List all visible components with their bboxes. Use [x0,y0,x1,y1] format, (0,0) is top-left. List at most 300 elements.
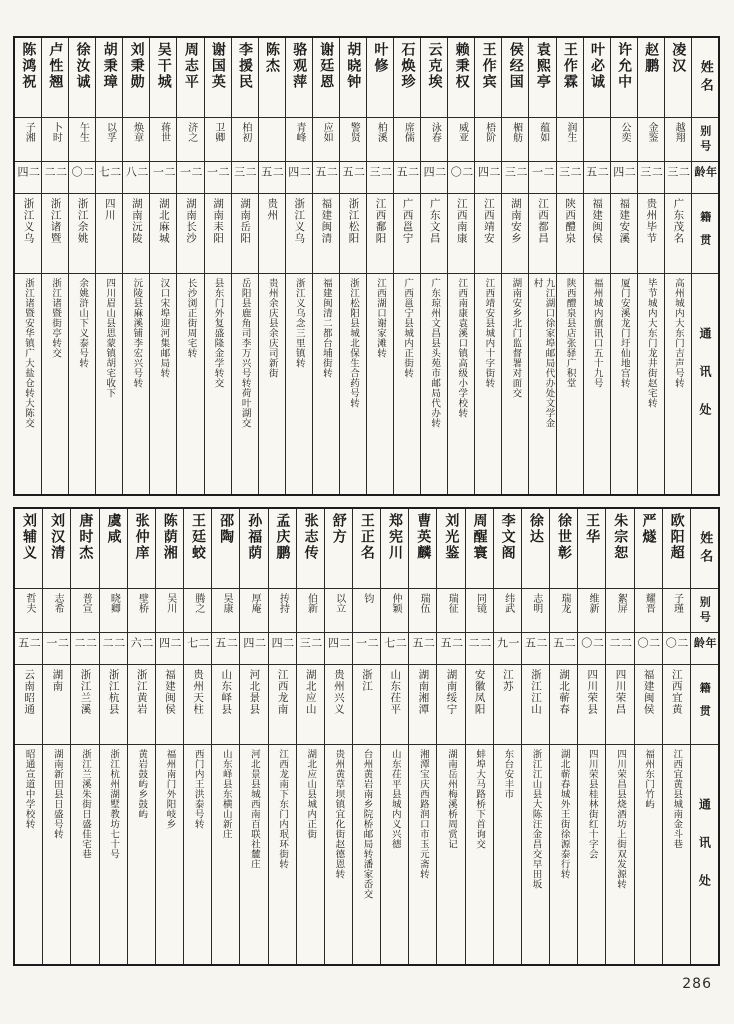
person-column [521,509,549,964]
person-alias-text: 伯新 [305,593,317,613]
person-address-text: 黄岩鼓屿乡鼓屿 [136,749,148,819]
person-alias-cell [437,589,464,633]
person-alias-cell [297,589,324,633]
person-name-cell [43,509,70,589]
person-column [41,38,68,494]
person-address-text: 浙江江山县大陈汪金昌交早田坂 [530,749,542,889]
person-name-cell [638,38,664,118]
person-address-text: 长沙浏正街周宅转 [185,278,197,358]
person-address-cell [269,745,296,964]
person-age-cell [150,162,176,194]
person-name-text: 李文阁 [499,513,516,561]
person-native-text: 江西龙南 [276,669,289,715]
person-name-text: 严燧 [640,513,657,545]
person-native-cell [394,194,420,274]
person-age-cell [475,162,501,194]
person-alias-cell [353,589,380,633]
person-native-cell [353,665,380,745]
person-address-text: 贵州黄草坝镇宜化街赵德恩转 [333,749,345,879]
person-address-text: 浙江兰溪朱街日盛佳宅巷 [79,749,91,859]
person-alias-cell [494,589,521,633]
person-address-cell [232,274,258,494]
person-age-cell [325,633,352,665]
header-name-label: 姓名 [697,59,713,96]
person-name-cell [15,509,42,589]
person-column [127,509,155,964]
person-alias-cell [394,118,420,162]
person-address-cell [325,745,352,964]
person-name-cell [325,509,352,589]
person-native-cell [286,194,312,274]
person-name-cell [15,38,41,118]
person-column [42,509,70,964]
person-alias-text: 瑞龙 [558,593,570,613]
person-name-text: 云克埃 [426,42,443,90]
person-age-cell [663,633,690,665]
person-alias-text: 絮屏 [615,593,627,613]
person-name-cell [557,38,583,118]
person-address-text: 浙江诸暨街亭转交 [50,278,62,358]
person-name-text: 周志平 [182,42,199,90]
person-native-cell [665,194,691,274]
person-alias-text: 蕴如 [537,122,549,142]
person-alias-text: 普宣 [80,593,92,613]
header-address-label: 通讯处 [697,797,712,912]
person-name-text: 陈鸿祝 [20,42,37,90]
person-column [183,509,211,964]
person-native-cell [522,665,549,745]
person-name-cell [381,509,408,589]
person-name-text: 刘秉勋 [128,42,145,90]
person-column [15,509,42,964]
person-name-text: 石焕珍 [399,42,416,90]
person-age-text: 二四 [611,166,637,179]
person-name-cell [42,38,68,118]
person-address-cell [611,274,637,494]
person-age-cell [42,162,68,194]
person-name-cell [635,509,662,589]
person-address-cell [475,274,501,494]
person-alias-cell [638,118,664,162]
person-native-text: 江西靖安 [482,198,495,244]
person-age-text: 二一 [178,166,204,179]
person-native-cell [606,665,633,745]
person-alias-cell [269,589,296,633]
person-column [204,38,231,494]
person-age-cell [96,162,122,194]
person-native-text: 浙江江山 [529,669,542,715]
person-column [610,38,637,494]
person-native-cell [150,194,176,274]
person-address-cell [584,274,610,494]
person-alias-cell [286,118,312,162]
person-alias-text: 钧 [361,593,373,603]
person-age-text: 二〇 [579,637,605,650]
person-alias-cell [150,118,176,162]
person-address-text: 山东茌平县城内义兴德 [389,749,401,849]
person-alias-text: 威亚 [456,122,468,142]
person-address-cell [297,745,324,964]
header-alias-cell [691,589,718,633]
person-age-cell [550,633,577,665]
person-name-text: 赵鹏 [643,42,660,74]
person-native-text: 福建闽侯 [591,198,604,244]
person-address-text: 浙江松阳县城北保生合药号转 [347,278,359,408]
person-address-cell [96,274,122,494]
person-native-cell [100,665,127,745]
person-column [312,38,339,494]
person-native-text: 四川荣昌 [614,669,627,715]
person-native-text: 贵州 [266,198,279,221]
person-age-text: 二五 [551,637,577,650]
person-alias-text: 蒋世 [158,122,170,142]
person-alias-cell [606,589,633,633]
person-column [15,38,41,494]
person-address-cell [437,745,464,964]
person-native-text: 浙江杭县 [107,669,120,715]
header-address-cell [691,745,718,964]
person-native-text: 浙江义乌 [293,198,306,244]
person-age-text: 二七 [97,166,122,179]
person-address-text: 江西南康袁溪口镇高级小学校转 [456,278,468,418]
person-address-cell [240,745,267,964]
person-native-text: 浙江义乌 [22,198,35,244]
person-name-cell [232,38,258,118]
person-name-cell [367,38,393,118]
person-column [556,38,583,494]
person-address-text: 东台安丰市 [502,749,514,799]
person-address-cell [550,745,577,964]
person-native-cell [550,665,577,745]
person-native-cell [15,665,42,745]
person-alias-text: 昊康 [221,593,233,613]
person-name-text: 吴干城 [155,42,172,90]
person-name-text: 孟庆鹏 [274,513,291,561]
person-alias-text: 耀晋 [643,593,655,613]
person-name-cell [502,38,528,118]
person-name-cell [522,509,549,589]
person-name-text: 凌汉 [670,42,687,74]
person-native-cell [367,194,393,274]
person-address-cell [529,274,555,494]
person-native-cell [313,194,339,274]
person-native-cell [325,665,352,745]
person-address-cell [205,274,231,494]
person-age-text: 二一 [205,166,231,179]
person-address-text: 四川荣昌县烧酒坊上街双发源转 [614,749,626,889]
person-column [155,509,183,964]
person-name-text: 谢廷恩 [318,42,335,90]
person-name-cell [69,38,95,118]
person-alias-text: 志希 [52,593,64,613]
person-alias-text: 晓卿 [108,593,120,613]
person-alias-cell [409,589,436,633]
person-alias-cell [96,118,122,162]
person-name-cell [297,509,324,589]
person-age-cell [421,162,447,194]
person-address-text: 河北景县城西南百联社麓庄 [248,749,260,869]
person-name-cell [409,509,436,589]
person-address-cell [15,274,41,494]
person-age-text: 二五 [410,637,436,650]
person-alias-text: 以立 [333,593,345,613]
person-alias-cell [177,118,203,162]
person-name-cell [448,38,474,118]
person-age-cell [353,633,380,665]
person-name-cell [184,509,211,589]
person-age-text: 二三 [368,166,393,179]
person-column [211,509,239,964]
person-address-text: 县东门外复盛隆金学转交 [212,278,224,388]
person-native-text: 广东茂名 [672,198,685,244]
person-column [122,38,149,494]
person-alias-cell [71,589,98,633]
person-native-text: 福建安溪 [618,198,631,244]
person-address-cell [353,745,380,964]
person-alias-cell [529,118,555,162]
person-alias-text: 青峰 [294,122,306,142]
person-column [408,509,436,964]
person-name-text: 胡晓钟 [345,42,362,90]
person-alias-text: 越翔 [673,122,685,142]
person-native-cell [205,194,231,274]
person-age-text: 二〇 [449,166,474,179]
person-alias-cell [502,118,528,162]
person-name-cell [550,509,577,589]
person-age-text: 二二 [101,637,126,650]
person-name-text: 王作宾 [480,42,497,90]
person-native-cell [177,194,203,274]
person-age-cell [494,633,521,665]
person-native-text: 广西邕宁 [401,198,414,244]
person-address-text: 余姚浒山下义泰号转 [77,278,89,368]
person-age-text: 二二 [72,637,98,650]
person-address-cell [466,745,493,964]
person-age-text: 二〇 [70,166,95,179]
person-alias-text: 子湘 [23,122,35,142]
person-name-text: 陈杰 [264,42,281,74]
person-name-cell [177,38,203,118]
person-native-text: 湖南湘潭 [417,669,430,715]
person-age-cell [409,633,436,665]
person-address-cell [15,745,42,964]
person-name-cell [611,38,637,118]
person-age-cell [123,162,149,194]
person-age-text: 二一 [530,166,556,179]
person-native-text: 湖南长沙 [184,198,197,244]
person-native-cell [437,665,464,745]
person-age-cell [240,633,267,665]
person-name-text: 曹英麟 [415,513,432,561]
person-name-text: 侯经国 [507,42,524,90]
person-age-cell [184,633,211,665]
person-address-cell [212,745,239,964]
person-address-text: 陕西醴泉县店张驿广积堂 [564,278,576,388]
person-age-cell [635,633,662,665]
person-age-cell [259,162,285,194]
person-address-text: 高州城内大东门吉声号转 [672,278,684,388]
person-name-cell [150,38,176,118]
person-native-text: 浙江黄岩 [135,669,148,715]
person-native-cell [71,665,98,745]
person-alias-text: 午生 [77,122,89,142]
person-age-text: 二四 [16,166,41,179]
person-native-cell [15,194,41,274]
person-address-cell [494,745,521,964]
header-native-label: 籍贯 [698,210,712,257]
person-name-text: 刘光鉴 [443,513,460,561]
person-name-text: 虞咸 [105,513,122,545]
person-address-cell [128,745,155,964]
person-column [239,509,267,964]
person-native-cell [611,194,637,274]
header-column [690,509,718,964]
person-address-cell [557,274,583,494]
person-age-text: 二五 [340,166,366,179]
person-name-text: 王正名 [358,513,375,561]
header-age-cell [691,633,718,665]
person-name-text: 骆观萍 [291,42,308,90]
person-age-cell [522,633,549,665]
person-address-text: 福州南门外阳岐乡 [164,749,176,829]
person-name-text: 胡秉璋 [101,42,118,90]
person-name-text: 邵陶 [218,513,235,545]
person-alias-cell [557,118,583,162]
person-address-cell [606,745,633,964]
person-age-cell [502,162,528,194]
person-name-cell [529,38,555,118]
person-alias-cell [578,589,605,633]
person-alias-cell [15,118,41,162]
person-age-cell [638,162,664,194]
person-alias-cell [635,589,662,633]
person-address-text: 浙江诸暨安华镇广大盐仓转大陈交 [23,278,34,428]
person-name-cell [240,509,267,589]
person-name-text: 唐时杰 [77,513,94,561]
person-alias-cell [240,589,267,633]
person-alias-text: 仲颖 [389,593,401,613]
person-age-cell [437,633,464,665]
person-address-cell [123,274,149,494]
person-address-text: 湘潭宝庆西路润口市玉元斋转 [417,749,429,879]
person-native-cell [475,194,501,274]
person-native-text: 山东峄县 [220,669,233,715]
person-address-cell [448,274,474,494]
person-address-cell [340,274,366,494]
person-age-text: 二三 [557,166,583,179]
person-age-text: 二三 [503,166,528,179]
person-column [549,509,577,964]
person-age-cell [584,162,610,194]
person-name-text: 赖秉权 [453,42,470,90]
person-name-cell [156,509,183,589]
person-name-text: 王作霖 [561,42,578,90]
person-alias-text: 梧阶 [483,122,495,142]
person-age-text: 二六 [129,637,154,650]
person-alias-text: 公奕 [618,122,630,142]
person-age-cell [212,633,239,665]
person-column [583,38,610,494]
person-column [474,38,501,494]
person-native-text: 湖北麻城 [157,198,170,244]
person-age-cell [297,633,324,665]
person-age-cell [665,162,691,194]
person-address-text: 福州城内旗讯口五十九号 [591,278,603,388]
person-native-cell [635,665,662,745]
person-age-cell [557,162,583,194]
person-alias-text: 瑞伍 [418,593,430,613]
person-native-text: 湖南岳阳 [239,198,252,244]
person-name-cell [259,38,285,118]
person-alias-cell [212,589,239,633]
person-alias-text: 腾之 [192,593,204,613]
person-native-text: 浙江诸暨 [49,198,62,244]
person-native-text: 陕西醴泉 [564,198,577,244]
person-alias-text: 应如 [321,122,333,142]
person-address-cell [69,274,95,494]
person-age-text: 二四 [286,166,312,179]
person-column [501,38,528,494]
person-native-cell [212,665,239,745]
person-name-text: 王廷蛟 [189,513,206,561]
person-name-cell [340,38,366,118]
person-native-text: 江西都昌 [537,198,549,244]
person-name-text: 欧阳超 [668,513,685,561]
person-alias-cell [611,118,637,162]
person-address-text: 湖北蕲春城外王街徐源泰行转 [558,749,570,879]
person-age-text: 二五 [439,637,464,650]
person-column [528,38,555,494]
person-address-text: 浙江杭州湖墅教坊七十号 [108,749,120,859]
person-column [393,38,420,494]
person-column [95,38,122,494]
header-native-cell [692,194,718,274]
person-native-text: 云南昭通 [23,669,36,715]
header-native-cell [691,665,718,745]
person-alias-text: 楣舫 [510,122,522,142]
person-column [605,509,633,964]
person-native-cell [240,665,267,745]
person-native-text: 贵州天柱 [192,669,205,715]
person-age-text: 一九 [495,637,520,650]
person-column [465,509,493,964]
person-alias-cell [340,118,366,162]
person-alias-cell [15,589,42,633]
person-native-text: 江苏 [501,669,514,692]
person-name-text: 许允中 [616,42,633,90]
person-alias-text: 以孚 [104,122,116,142]
person-address-text: 厦门安溪龙门圩仙地宫转 [618,278,630,388]
person-address-text: 贵州余庆县余庆司新街 [266,278,278,378]
person-address-text: 福建闽清二都台埔街转 [320,278,332,378]
person-native-cell [43,665,70,745]
person-age-cell [156,633,183,665]
person-alias-text: 柏初 [239,122,251,142]
person-name-text: 王华 [584,513,601,545]
person-native-cell [156,665,183,745]
person-age-cell [286,162,312,194]
person-alias-text: 吴川 [164,593,176,613]
person-name-cell [494,509,521,589]
person-alias-cell [475,118,501,162]
person-address-text: 江西龙南下东门内珉环街转 [277,749,289,869]
person-column [366,38,393,494]
person-address-cell [100,745,127,964]
person-alias-cell [663,589,690,633]
person-age-cell [15,633,42,665]
person-age-text: 二五 [16,637,42,650]
person-address-text: 蚌埠大马路桥下首询交 [474,749,486,849]
